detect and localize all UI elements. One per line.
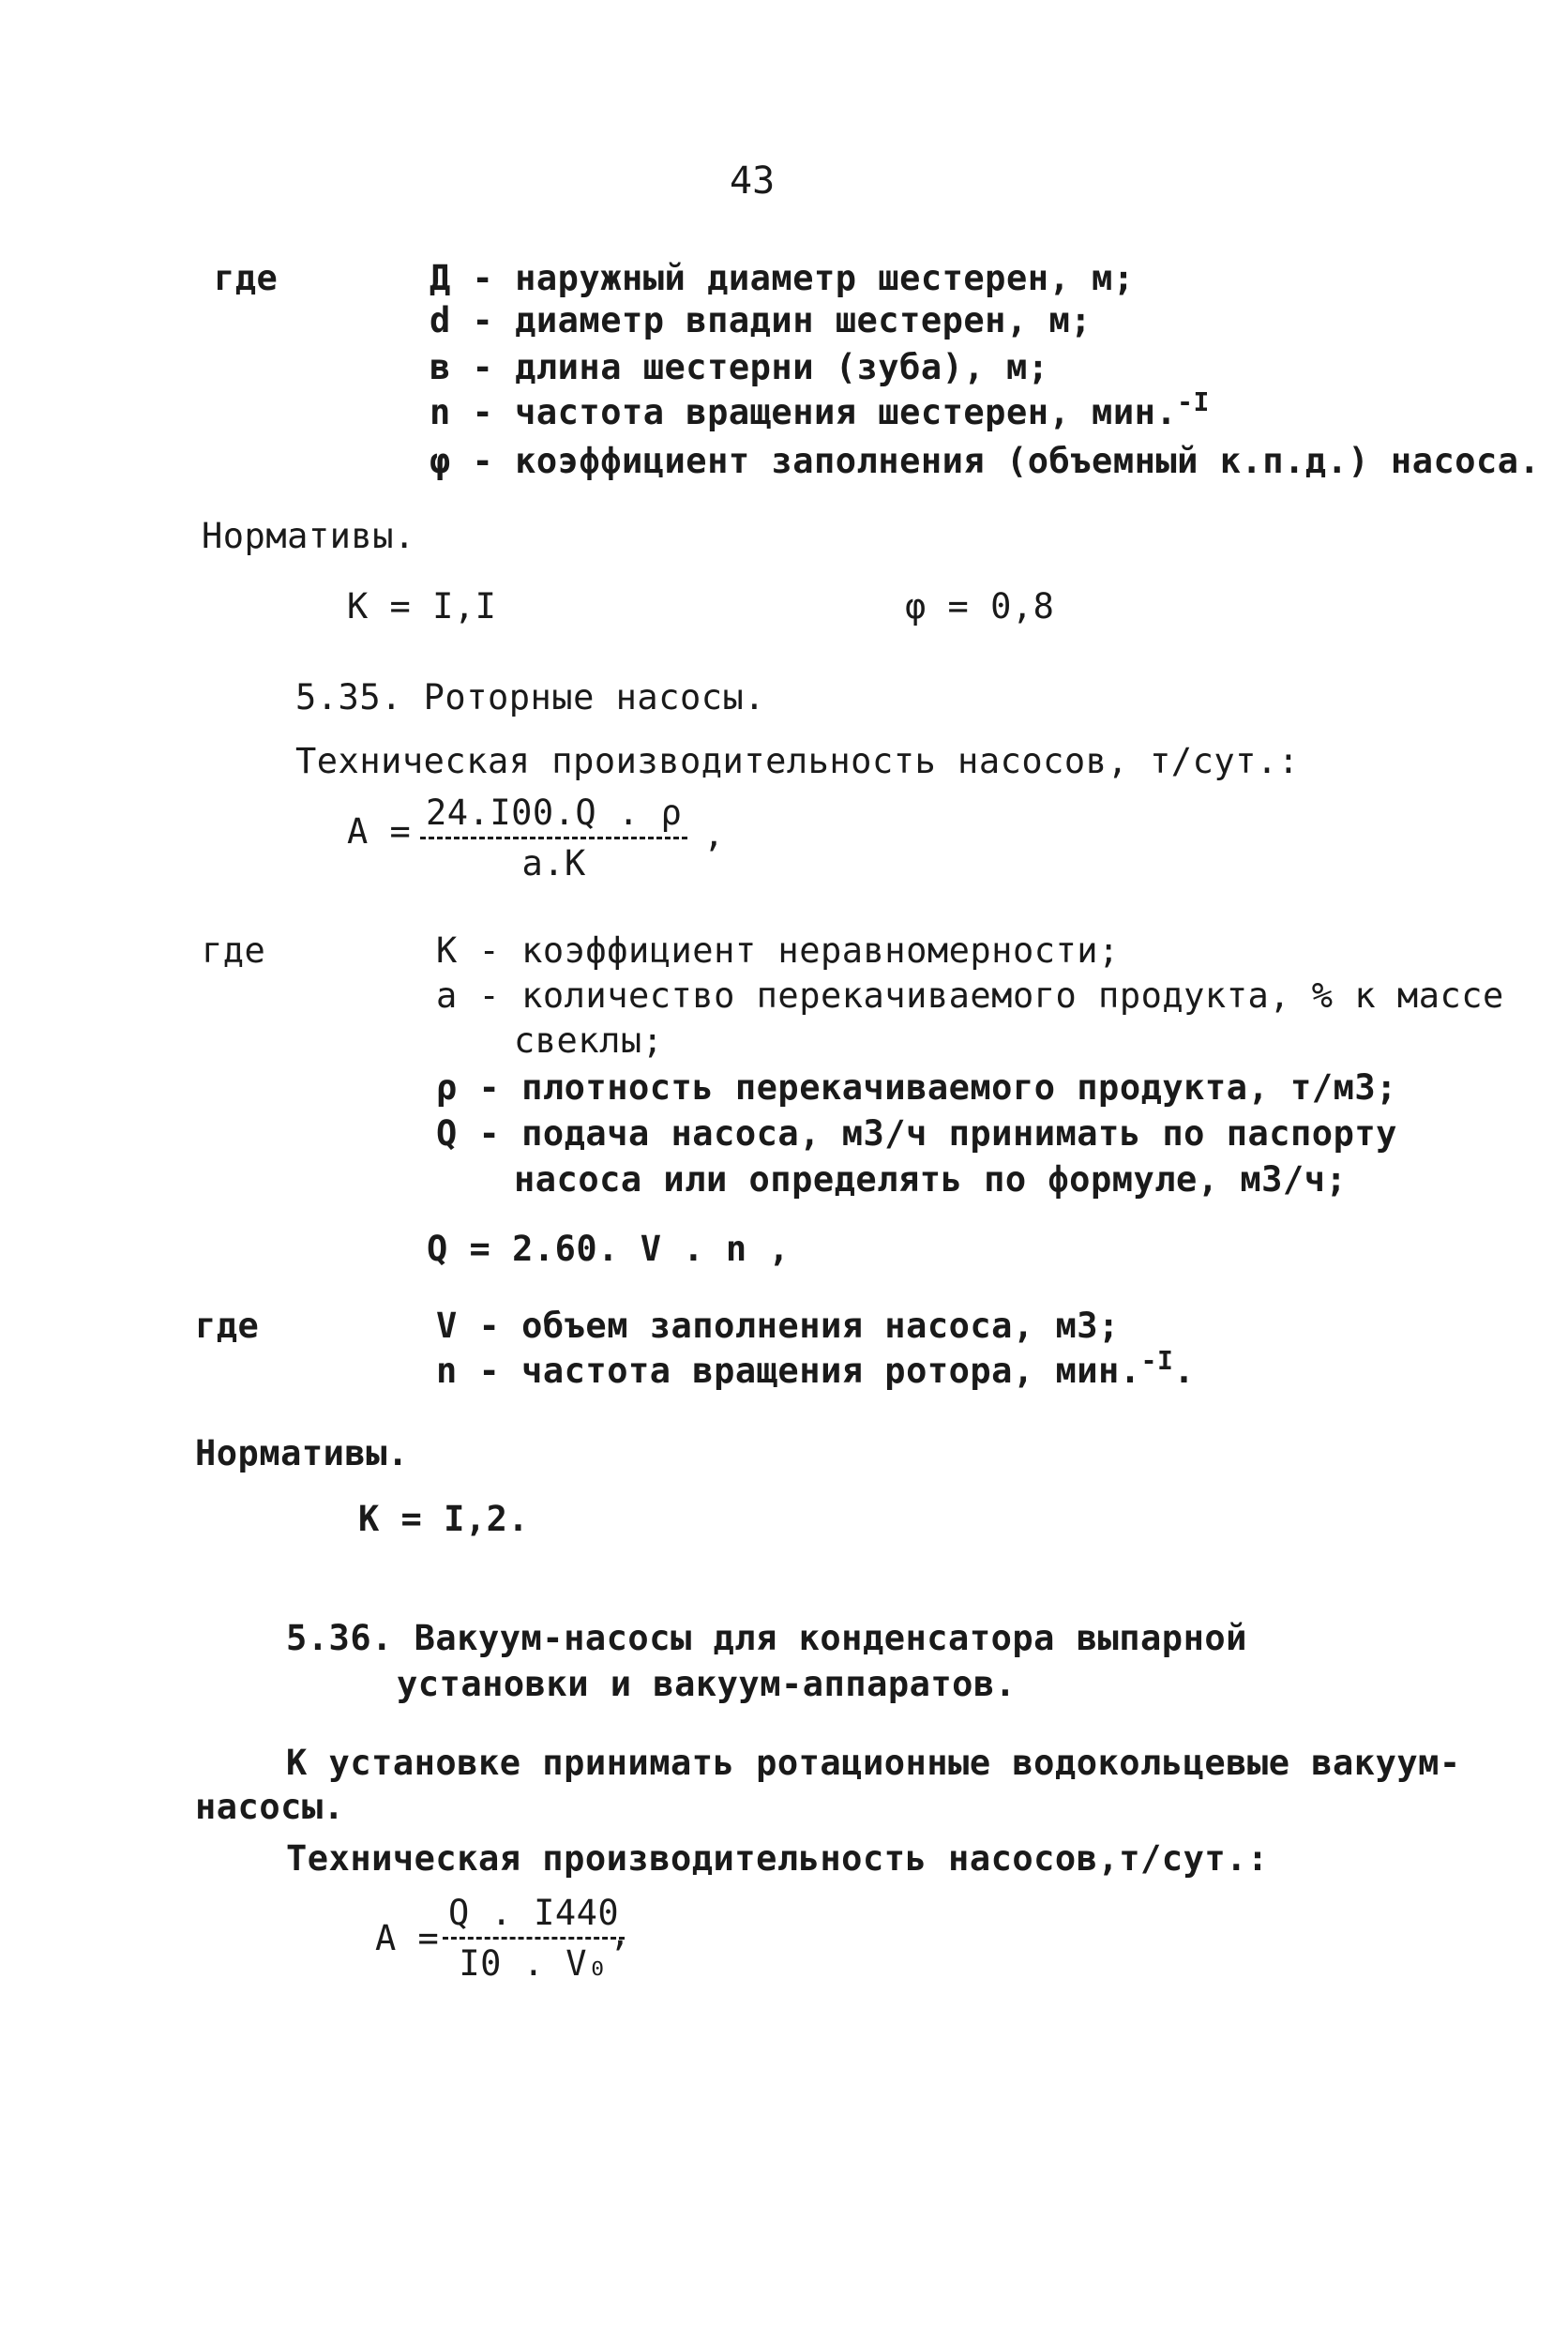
formula-lhs: А = bbox=[347, 811, 412, 852]
formula-fraction bbox=[443, 1893, 625, 1984]
var-line: ρ - плотность перекачиваемого продукта, т/м3; bbox=[436, 1067, 1397, 1108]
var-line: Q - подача насоса, м3/ч принимать по паспорту bbox=[436, 1113, 1397, 1154]
formula-tail: , bbox=[703, 814, 725, 854]
formula-tail: , bbox=[610, 1913, 631, 1954]
var-line: d - диаметр впадин шестерен, м; bbox=[430, 300, 1093, 340]
formula-lhs: А = bbox=[375, 1918, 440, 1958]
formula-denominator: I0 . V₀ bbox=[459, 1943, 609, 1984]
superscript: -I bbox=[1140, 1345, 1174, 1376]
var-line: φ - коэффициент заполнения (объемный к.п.д.) насоса. bbox=[430, 441, 1541, 481]
page-number: 43 bbox=[730, 159, 776, 203]
formula-fraction bbox=[420, 793, 687, 884]
section-intro: Техническая производительность насосов,т/сут.: bbox=[286, 1838, 1269, 1879]
paragraph: К установке принимать ротационные водокольцевые вакуум- bbox=[286, 1743, 1461, 1783]
formula-numerator: Q . I440 bbox=[443, 1893, 625, 1940]
var-line: а - количество перекачиваемого продукта, % к массе bbox=[436, 975, 1504, 1016]
var-line: насоса или определять по формуле, м3/ч; bbox=[514, 1159, 1348, 1200]
superscript: -I bbox=[1177, 386, 1210, 417]
where-label: где bbox=[202, 930, 266, 971]
section-heading: 5.35. Роторные насосы. bbox=[295, 677, 766, 717]
section-heading: 5.36. Вакуум-насосы для конденсатора выпарной bbox=[286, 1618, 1247, 1658]
phi-value: φ = 0,8 bbox=[905, 586, 1055, 627]
var-line: Д - наружный диаметр шестерен, м; bbox=[430, 258, 1135, 298]
formula-numerator: 24.I00.Q . ρ bbox=[420, 793, 687, 839]
var-line: n - частота вращения ротора, мин.$^{-I}$. bbox=[436, 1345, 1196, 1391]
formula-denominator: а.К bbox=[521, 843, 586, 884]
q-formula: Q = 2.60. V . n , bbox=[427, 1229, 791, 1269]
k-value: К = I,I bbox=[347, 586, 497, 627]
where-label: где bbox=[214, 258, 279, 298]
norms-label: Нормативы. bbox=[202, 516, 415, 556]
where-label: где bbox=[195, 1306, 260, 1346]
section-heading-cont: установки и вакуум-аппаратов. bbox=[397, 1664, 1017, 1704]
k-value: К = I,2. bbox=[358, 1499, 530, 1539]
var-line: в - длина шестерни (зуба), м; bbox=[430, 347, 1049, 387]
var-line: К - коэффициент неравномерности; bbox=[436, 930, 1120, 971]
var-line: свеклы; bbox=[514, 1020, 664, 1061]
var-line: V - объем заполнения насоса, м3; bbox=[436, 1306, 1120, 1346]
paragraph-cont: насосы. bbox=[195, 1787, 345, 1827]
var-line: n - частота вращения шестерен, мин.$^{-I}$ bbox=[430, 386, 1210, 432]
norms-label: Нормативы. bbox=[195, 1433, 409, 1473]
section-intro: Техническая производительность насосов, т/сут.: bbox=[295, 741, 1300, 781]
